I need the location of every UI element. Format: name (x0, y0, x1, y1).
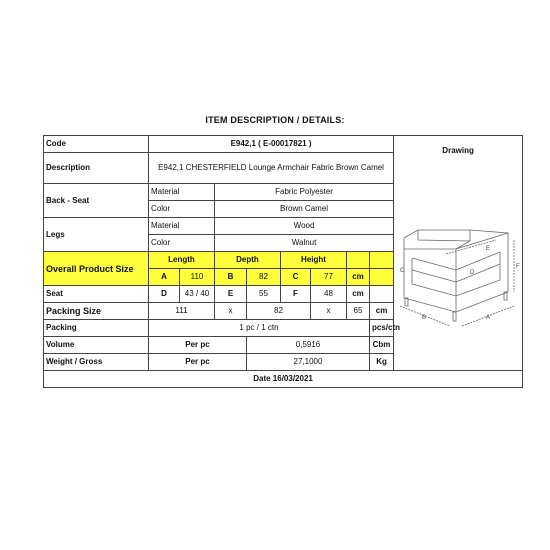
packing-size-unit: cm (370, 303, 394, 320)
depth-header: Depth (215, 252, 281, 269)
packing-value: 1 pc / 1 ctn (149, 320, 370, 337)
f-letter: F (281, 286, 311, 303)
legs-label: Legs (44, 218, 149, 252)
packing-size-label: Packing Size (44, 303, 149, 320)
row-date (44, 371, 523, 388)
drawing-cell (394, 136, 523, 371)
seat-unit: cm (347, 286, 370, 303)
legs-material-label: Material (149, 218, 215, 235)
letter-b: B (422, 315, 427, 321)
b-value: 82 (247, 269, 281, 286)
row-code (44, 136, 523, 153)
volume-value: 0,5916 (247, 337, 370, 354)
document-title: ITEM DESCRIPTION / DETAILS: (205, 115, 345, 125)
a-value: 110 (180, 269, 215, 286)
armchair-drawing (398, 228, 522, 338)
letter-e: E (486, 246, 491, 252)
letter-d: D (470, 270, 475, 276)
description-label: Description (44, 153, 149, 184)
e-letter: E (215, 286, 247, 303)
overall-blank-cell-2 (370, 252, 394, 269)
legs-color-label: Color (149, 235, 215, 252)
overall-unit: cm (347, 269, 370, 286)
height-header: Height (281, 252, 347, 269)
back-seat-color-value: Brown Camel (215, 201, 394, 218)
packing-label: Packing (44, 320, 149, 337)
c-value: 77 (311, 269, 347, 286)
legs-color-value: Walnut (215, 235, 394, 252)
f-value: 48 (311, 286, 347, 303)
packing-size-x2: x (311, 303, 347, 320)
packing-unit: pcs/ctn (370, 320, 394, 337)
date-footer: Date 16/03/2021 (44, 371, 523, 388)
b-letter: B (215, 269, 247, 286)
overall-label: Overall Product Size (44, 252, 149, 286)
length-header: Length (149, 252, 215, 269)
e-value: 55 (247, 286, 281, 303)
back-seat-label: Back - Seat (44, 184, 149, 218)
volume-label: Volume (44, 337, 149, 354)
packing-size-x1: x (215, 303, 247, 320)
code-label: Code (44, 136, 149, 153)
weight-label: Weight / Gross (44, 354, 149, 371)
packing-size-length: 111 (149, 303, 215, 320)
d-letter: D (149, 286, 180, 303)
description-value: E942,1 CHESTERFIELD Lounge Armchair Fabric Brown Camel (149, 153, 394, 184)
code-value: E942,1 ( E-00017821 ) (149, 136, 394, 153)
a-letter: A (149, 269, 180, 286)
packing-size-height: 65 (347, 303, 370, 320)
back-seat-material-value: Fabric Polyester (215, 184, 394, 201)
letter-a: A (486, 315, 491, 321)
back-seat-color-label: Color (149, 201, 215, 218)
drawing-label: Drawing (442, 146, 474, 155)
overall-blank-cell (347, 252, 370, 269)
packing-size-width: 82 (247, 303, 311, 320)
d-value: 43 / 40 (180, 286, 215, 303)
volume-unit: Cbm (370, 337, 394, 354)
spec-table (43, 135, 523, 388)
seat-blank-cell (370, 286, 394, 303)
weight-unit: Kg (370, 354, 394, 371)
letter-f: F (516, 264, 520, 270)
weight-per: Per pc (149, 354, 247, 371)
overall-blank-cell-3 (370, 269, 394, 286)
letter-c: C (400, 268, 405, 274)
volume-per: Per pc (149, 337, 247, 354)
legs-material-value: Wood (215, 218, 394, 235)
c-letter: C (281, 269, 311, 286)
weight-value: 27,1000 (247, 354, 370, 371)
seat-label: Seat (44, 286, 149, 303)
back-seat-material-label: Material (149, 184, 215, 201)
